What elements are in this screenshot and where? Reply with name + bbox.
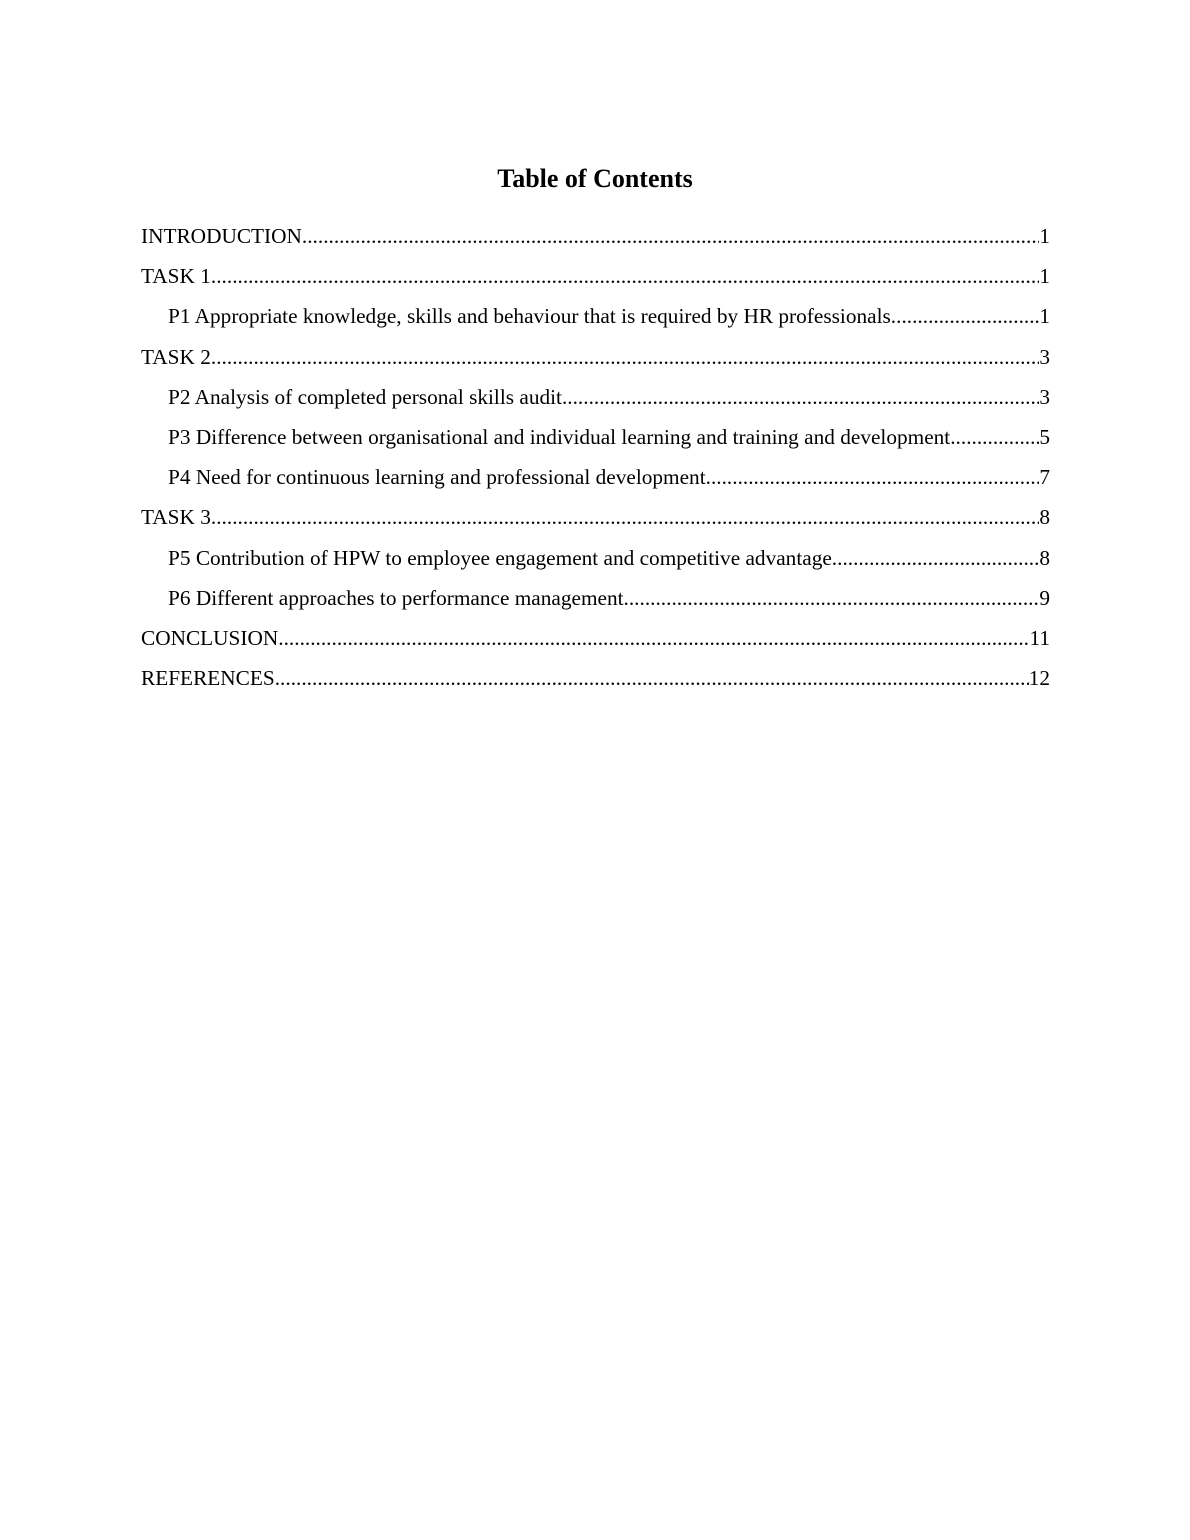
toc-page-number: 3 bbox=[1039, 344, 1050, 369]
toc-page-number: 3 bbox=[1039, 384, 1050, 409]
toc-page-number: 1 bbox=[1039, 224, 1050, 248]
toc-dot-leader bbox=[211, 501, 1039, 533]
toc-entry-label: P5 Contribution of HPW to employee engagement and competitive advantage bbox=[168, 545, 832, 570]
toc-entry[interactable] bbox=[141, 341, 1050, 381]
toc-page-number: 5 bbox=[1039, 424, 1050, 449]
toc-entry[interactable] bbox=[141, 300, 1050, 340]
toc-entry[interactable] bbox=[141, 542, 1050, 582]
toc-page-number: 9 bbox=[1039, 585, 1050, 610]
toc-entry[interactable] bbox=[141, 260, 1050, 300]
toc-entry-label: CONCLUSION bbox=[141, 625, 279, 650]
toc-page-number: 7 bbox=[1039, 465, 1050, 490]
toc-dot-leader bbox=[891, 300, 1040, 332]
toc-dot-leader bbox=[211, 260, 1039, 292]
toc-dot-leader bbox=[706, 461, 1040, 493]
toc-dot-leader bbox=[624, 582, 1040, 614]
toc-dot-leader bbox=[562, 381, 1039, 413]
toc-entry[interactable] bbox=[141, 381, 1050, 421]
toc-entry[interactable] bbox=[141, 582, 1050, 622]
toc-dot-leader bbox=[832, 542, 1040, 574]
toc-entry[interactable] bbox=[141, 622, 1050, 662]
toc-title: Table of Contents bbox=[497, 164, 693, 193]
toc-page-number: 1 bbox=[1039, 264, 1050, 289]
toc-dot-leader bbox=[275, 662, 1029, 694]
toc-entry-label: P6 Different approaches to performance management bbox=[168, 585, 624, 610]
toc-page-number: 1 bbox=[1039, 304, 1050, 329]
toc-entry-label: TASK 3 bbox=[141, 505, 211, 530]
toc-entry-label: P3 Difference between organisational and individual learning and training and development bbox=[168, 424, 951, 449]
toc-entry-label: P1 Appropriate knowledge, skills and behaviour that is required by HR professionals bbox=[168, 304, 891, 329]
toc-entry-label: INTRODUCTION bbox=[141, 224, 302, 248]
toc-page-number: 8 bbox=[1039, 545, 1050, 570]
toc-dot-leader bbox=[950, 421, 1039, 453]
toc-dot-leader bbox=[211, 341, 1039, 373]
toc-entry[interactable] bbox=[141, 220, 1050, 260]
toc-dot-leader bbox=[302, 220, 1039, 252]
toc-entry-label: P2 Analysis of completed personal skills audit bbox=[168, 384, 562, 409]
toc-entry[interactable] bbox=[141, 461, 1050, 501]
toc-page-number: 12 bbox=[1028, 666, 1050, 691]
toc-entry[interactable] bbox=[141, 421, 1050, 461]
toc-entry-label: TASK 2 bbox=[141, 344, 211, 369]
toc-entry[interactable] bbox=[141, 662, 1050, 702]
toc-dot-leader bbox=[278, 622, 1029, 654]
toc-entry-label: REFERENCES bbox=[141, 666, 275, 691]
table-of-contents bbox=[141, 220, 1050, 702]
toc-entry[interactable] bbox=[141, 501, 1050, 541]
toc-entry-label: TASK 1 bbox=[141, 264, 211, 289]
toc-page-number: 8 bbox=[1039, 505, 1050, 530]
toc-entry-label: P4 Need for continuous learning and professional development bbox=[168, 465, 706, 490]
toc-page-number: 11 bbox=[1029, 625, 1050, 650]
